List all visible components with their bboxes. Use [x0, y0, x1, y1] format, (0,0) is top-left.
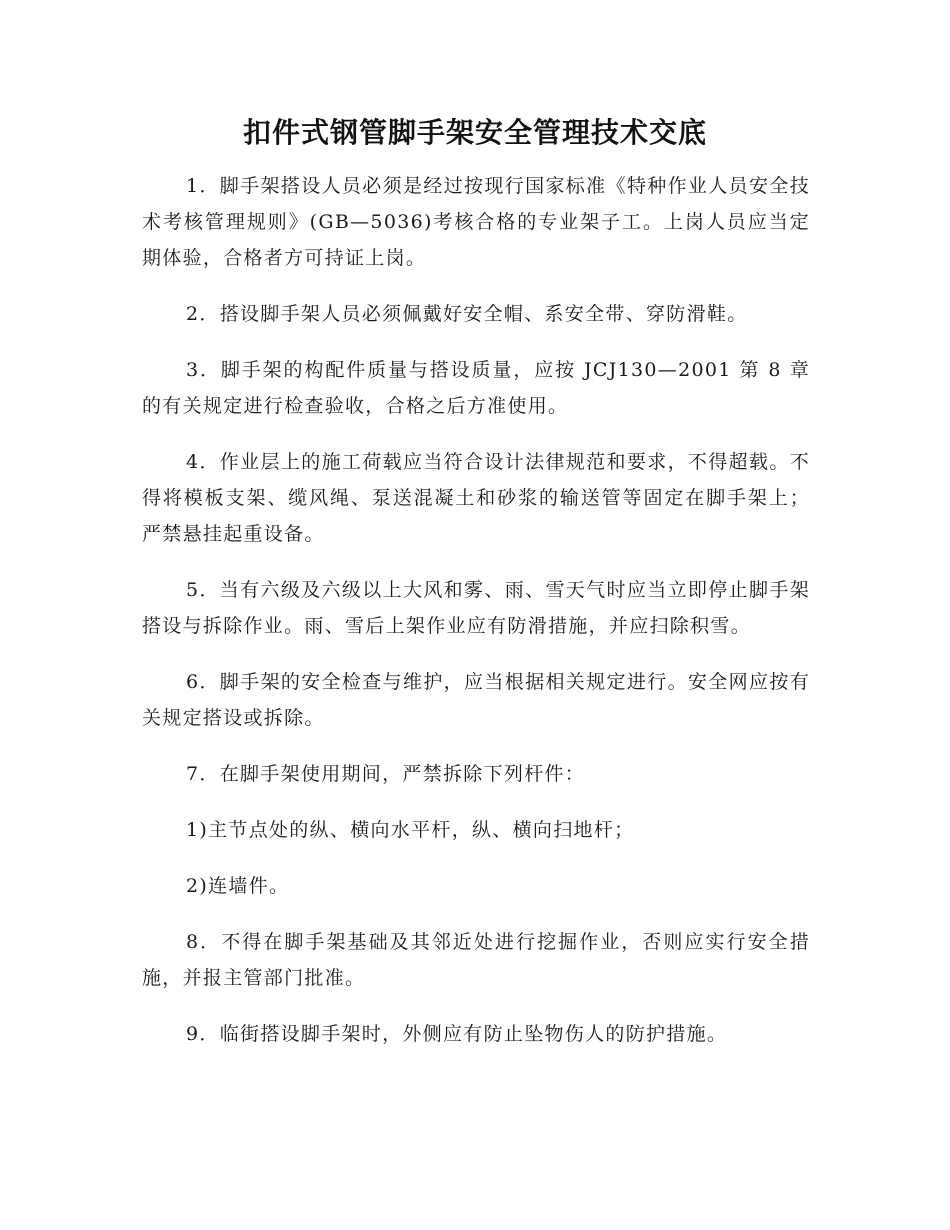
paragraph-6: 6．脚手架的安全检查与维护，应当根据相关规定进行。安全网应按有关规定搭设或拆除。 — [142, 671, 810, 729]
paragraph-5: 5．当有六级及六级以上大风和雾、雨、雪天气时应当立即停止脚手架搭设与拆除作业。雨、雪后上架作业应有防滑措施，并应扫除积雪。 — [142, 579, 810, 637]
paragraph-7-item-2: 2)连墙件。 — [186, 875, 290, 897]
paragraph-1: 1．脚手架搭设人员必须是经过按现行国家标准《特种作业人员安全技术考核管理规则》(GB—5036)考核合格的专业架子工。上岗人员应当定期体验，合格者方可持证上岗。 — [142, 175, 810, 269]
paragraph-7: 7．在脚手架使用期间，严禁拆除下列杆件： — [186, 763, 586, 785]
paragraph-8: 8．不得在脚手架基础及其邻近处进行挖掘作业，否则应实行安全措施，并报主管部门批准。 — [142, 931, 810, 989]
document-body — [142, 168, 810, 1072]
paragraph-9: 9．临街搭设脚手架时，外侧应有防止坠物伤人的防护措施。 — [186, 1023, 728, 1045]
paragraph-3: 3．脚手架的构配件质量与搭设质量，应按 JCJ130—2001 第 8 章的有关规定进行检查验收，合格之后方准使用。 — [142, 359, 810, 417]
paragraph-4: 4．作业层上的施工荷载应当符合设计法律规范和要求，不得超载。不得将模板支架、缆风绳、泵送混凝土和砂浆的输送管等固定在脚手架上；严禁悬挂起重设备。 — [142, 451, 810, 545]
paragraph-7-item-1: 1)主节点处的纵、横向水平杆，纵、横向扫地杆； — [186, 819, 635, 841]
document-title: 扣件式钢管脚手架安全管理技术交底 — [242, 116, 707, 149]
paragraph-2: 2．搭设脚手架人员必须佩戴好安全帽、系安全带、穿防滑鞋。 — [186, 303, 748, 325]
